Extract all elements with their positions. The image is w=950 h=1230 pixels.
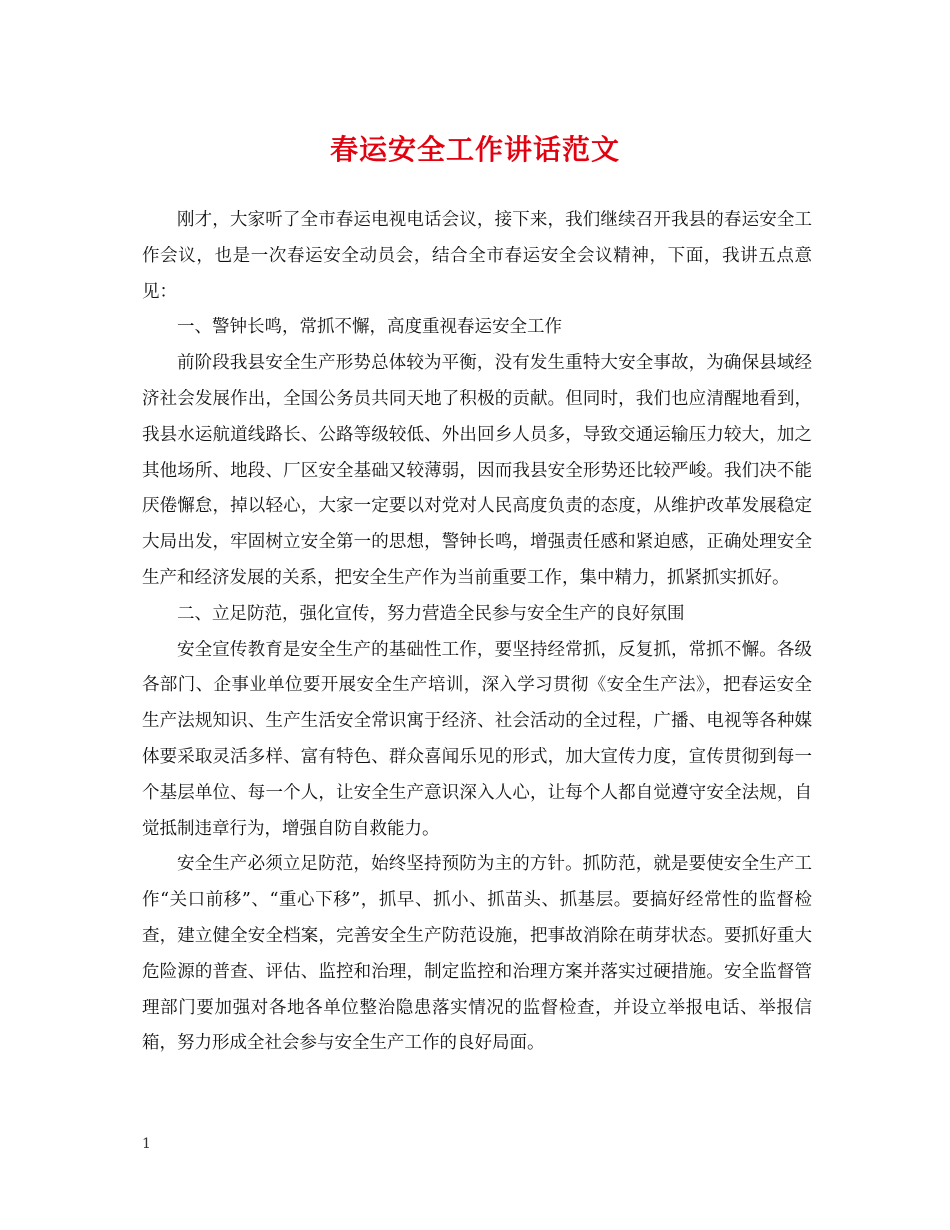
paragraph-section-2a: 安全宣传教育是安全生产的基础性工作，要坚持经常抓，反复抓，常抓不懈。各级各部门、企事业单位要开展安全生产培训，深入学习贯彻《安全生产法》，把春运安全生产法规知识、生产生活安全常识寓于经济、社会活动的全过程，广播、电视等各种媒体要采取灵活多样、富有特色、群众喜闻乐见的形式，加大宣传力度，宣传贯彻到每一个基层单位、每一个人，让安全生产意识深入人心，让每个人都自觉遵守安全法规，自觉抵制违章行为，增强自防自救能力。 bbox=[142, 639, 812, 839]
document-title: 春运安全工作讲话范文 bbox=[329, 133, 620, 166]
document-body bbox=[142, 203, 812, 1062]
section-heading-1: 一、警钟长鸣，常抓不懈，高度重视春运安全工作 bbox=[177, 317, 562, 338]
section-heading-2: 二、立足防范，强化宣传，努力营造全民参与安全生产的良好氛围 bbox=[177, 603, 685, 624]
page-number: 1 bbox=[142, 1136, 151, 1152]
paragraph-intro: 刚才，大家听了全市春运电视电话会议，接下来，我们继续召开我县的春运安全工作会议，也是一次春运安全动员会，结合全市春运安全会议精神，下面，我讲五点意见： bbox=[142, 210, 812, 302]
paragraph-section-1: 前阶段我县安全生产形势总体较为平衡，没有发生重特大安全事故，为确保县域经济社会发展作出，全国公务员共同天地了积极的贡献。但同时，我们也应清醒地看到，我县水运航道线路长、公路等级较低、外出回乡人员多，导致交通运输压力较大，加之其他场所、地段、厂区安全基础又较薄弱，因而我县安全形势还比较严峻。我们决不能厌倦懈怠，掉以轻心，大家一定要以对党对人民高度负责的态度，从维护改革发展稳定大局出发，牢固树立安全第一的思想，警钟长鸣，增强责任感和紧迫感，正确处理安全生产和经济发展的关系，把安全生产作为当前重要工作，集中精力，抓紧抓实抓好。 bbox=[142, 353, 812, 588]
paragraph-section-2b: 安全生产必须立足防范，始终坚持预防为主的方针。抓防范，就是要使安全生产工作“关口前移”、“重心下移”，抓早、抓小、抓苗头、抓基层。要搞好经常性的监督检查，建立健全安全档案，完善安全生产防范设施，把事故消除在萌芽状态。要抓好重大危险源的普查、评估、监控和治理，制定监控和治理方案并落实过硬措施。安全监督管理部门要加强对各地各单位整治隐患落实情况的监督检查，并设立举报电话、举报信箱，努力形成全社会参与安全生产工作的良好局面。 bbox=[142, 854, 812, 1054]
